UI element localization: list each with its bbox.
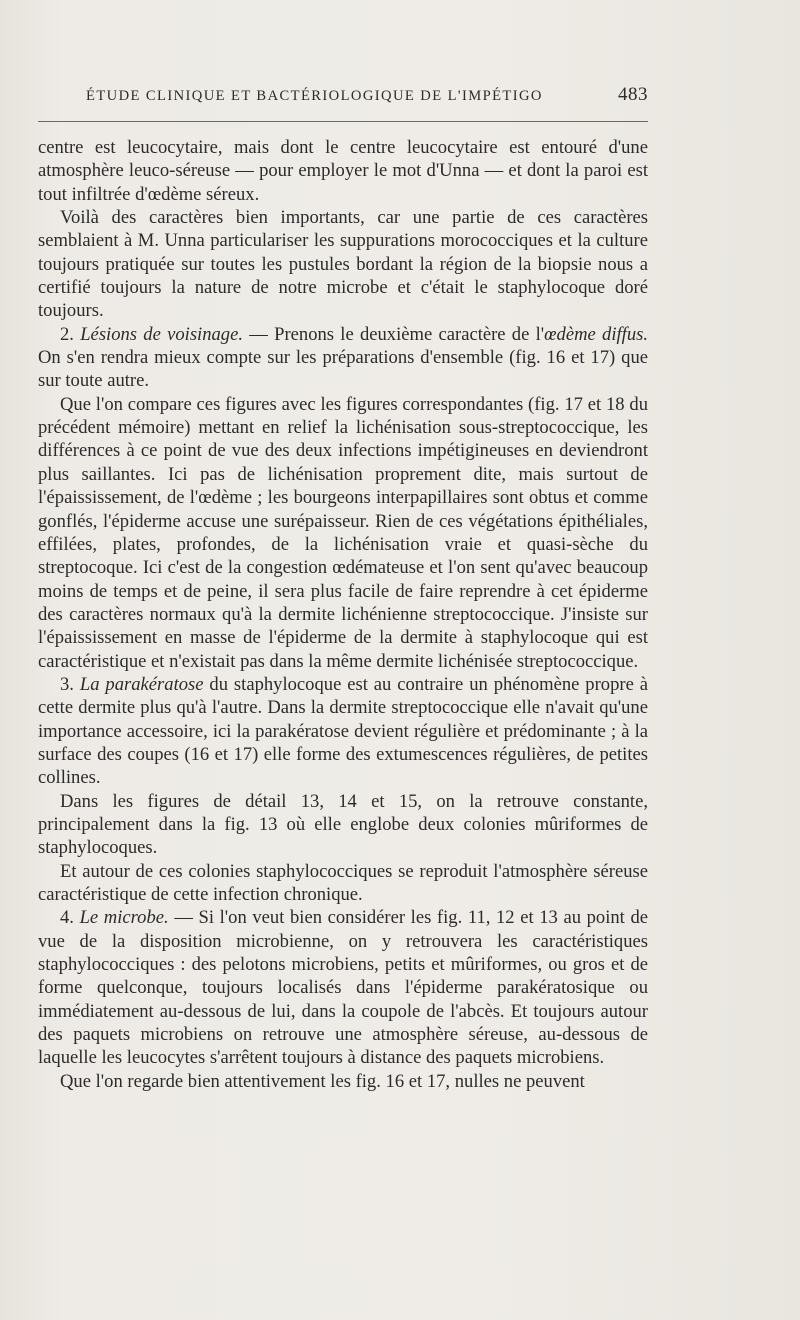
paragraph-text: Dans les figures de détail 13, 14 et 15, on la retrouve constante, principalement dans la fig. 13 où elle englobe deux colonies mûriformes de staphylocoques.	[38, 790, 648, 859]
section-heading: Le microbe.	[79, 907, 169, 929]
paragraph-text: Voilà des caractères bien importants, car une partie de ces caractères semblaient à M. Unna particulariser les suppurations morococciques et la culture toujours pratiquée sur toutes les pustules bordant la région de la biopsie nous a certifié toujours la nature de notre microbe et c'était le staphylocoque doré toujours.	[38, 207, 648, 322]
paragraph-text: Que l'on regarde bien attentivement les fig. 16 et 17, nulles ne peuvent	[60, 1070, 585, 1092]
paragraph-text: Et autour de ces colonies staphylococciques se reproduit l'atmosphère séreuse caractéristique de cette infection chronique.	[38, 860, 648, 905]
header-rule	[38, 121, 648, 122]
paragraph-text: — Si l'on veut bien considérer les fig. 11, 12 et 13 au point de vue de la disposition microbienne, on y retrouvera les caractéristiques staphylococciques : des pelotons microbiens, petits et mûriformes, ou gros et de forme quelconque, toujours localisés dans l'épiderme parakératosique ou immédiatement au-dessous de lui, dans la coupole de l'abcès. Et toujours autour des paquets microbiens on retrouve une atmosphère séreuse, au-dessous de laquelle les leucocytes s'arrêtent toujours à distance des paquets microbiens.	[38, 907, 649, 1069]
paragraph-text-after: On s'en rendra mieux compte sur les préparations d'ensemble (fig. 16 et 17) que sur toute autre.	[38, 347, 648, 392]
paragraph-5	[38, 673, 648, 790]
italic-term: œdème diffus.	[544, 323, 649, 345]
paragraph-3	[38, 323, 648, 393]
section-heading: Lésions de voisinage.	[80, 323, 244, 345]
section-number: 3.	[60, 673, 74, 695]
paragraph-text: du staphylocoque est au contraire un phénomène propre à cette dermite plus qu'à l'autre. Dans la dermite streptococcique elle n'avait qu'une importance accessoire, ici la parakératose devient régulière et prédominante ; à la surface des coupes (16 et 17) elle forme des extumescences régulières, de petites collines.	[38, 673, 648, 789]
paragraph-9	[38, 1070, 648, 1093]
body-text	[38, 136, 648, 1093]
paragraph-text: — Prenons le deuxième caractère de l'	[249, 323, 545, 345]
section-heading: La parakératose	[79, 673, 204, 695]
paragraph-6	[38, 790, 648, 860]
running-head	[38, 84, 648, 110]
paragraph-text: Que l'on compare ces figures avec les figures correspondantes (fig. 17 et 18 du précédent mémoire) mettant en relief la lichénisation sous-streptococcique, les différences à ce point de vue des deux infections impétigineuses en deviendront plus saillantes. Ici pas de lichénisation proprement dite, mais surtout de l'épaississement, de l'œdème ; les bourgeons interpapillaires sont obtus et comme gonflés, l'épiderme accuse une surépaisseur. Rien de ces végétations épithéliales, effilées, plates, profondes, de la lichénisation vraie et quasi-sèche du streptocoque. Ici c'est de la congestion œdémateuse et l'on sent qu'avec beaucoup moins de temps et de peine, il sera plus facile de faire reprendre à cet épiderme des caractères normaux qu'à la dermite lichénienne streptococcique. J'insiste sur l'épaississement en masse de l'épiderme de la dermite à staphylocoque qui est caractéristique et n'existait pas dans la même dermite lichénisée streptococcique.	[38, 393, 648, 672]
paragraph-text: centre est leucocytaire, mais dont le centre leucocytaire est entouré d'une atmosphère leuco-séreuse — pour employer le mot d'Unna — et dont la paroi est tout infiltrée d'œdème séreux.	[38, 137, 648, 205]
section-number: 2.	[60, 323, 74, 345]
running-title: ÉTUDE CLINIQUE ET BACTÉRIOLOGIQUE DE L'IMPÉTIGO	[86, 88, 543, 104]
paragraph-1	[38, 136, 648, 206]
paragraph-7	[38, 860, 648, 907]
paragraph-2	[38, 206, 648, 323]
paragraph-4	[38, 393, 648, 673]
paragraph-8	[38, 906, 648, 1069]
page-number: 483	[618, 84, 648, 105]
section-number: 4.	[60, 907, 74, 929]
